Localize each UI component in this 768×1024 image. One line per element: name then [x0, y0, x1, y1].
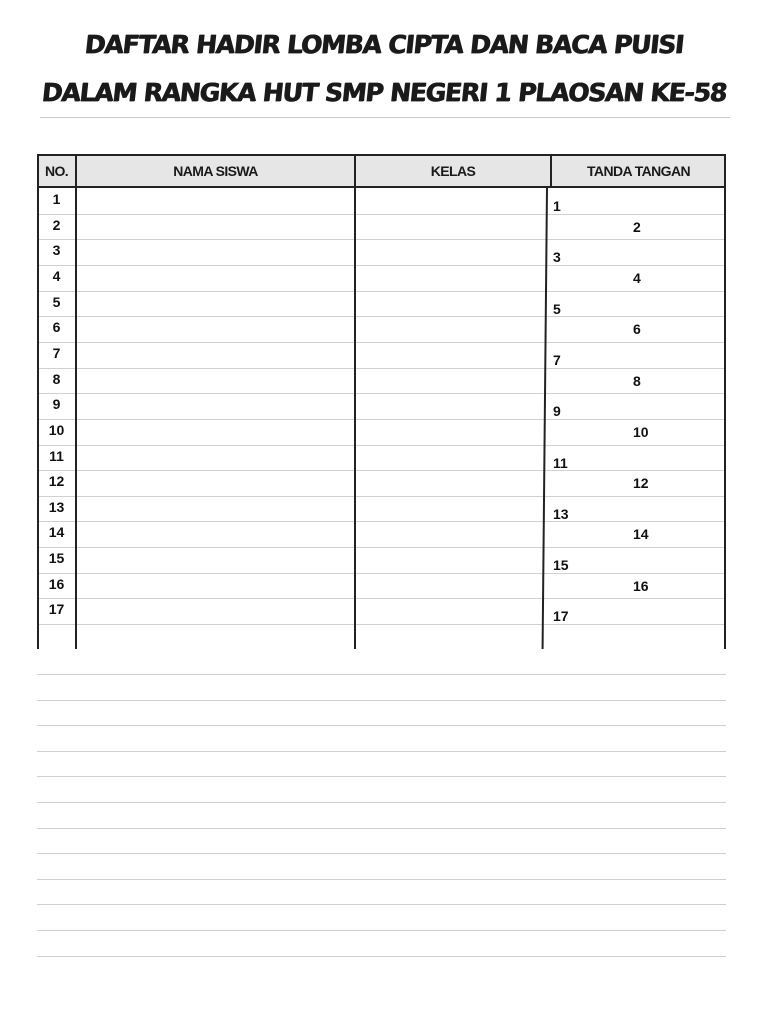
row-divider	[37, 316, 726, 317]
signature-number: 6	[633, 321, 641, 338]
title-line-1: DAFTAR HADIR LOMBA CIPTA DAN BACA PUISI	[83, 30, 685, 59]
row-number: 15	[48, 550, 65, 567]
row-divider	[37, 368, 726, 369]
ruled-line	[37, 751, 726, 752]
row-number: 16	[48, 575, 65, 592]
ruled-line	[37, 828, 726, 829]
row-divider	[37, 393, 726, 394]
signature-number: 2	[633, 218, 641, 235]
row-divider	[37, 496, 726, 497]
row-number: 4	[52, 267, 61, 284]
ruled-line	[37, 956, 726, 957]
ruled-line	[37, 802, 726, 803]
row-divider	[37, 598, 726, 599]
signature-number: 1	[553, 198, 561, 214]
signature-number: 7	[553, 351, 561, 368]
row-number: 14	[48, 524, 65, 541]
row-divider	[37, 342, 726, 343]
row-divider	[37, 239, 726, 240]
signature-number: 16	[633, 577, 649, 594]
attendance-table	[37, 154, 726, 649]
ruled-line	[37, 674, 726, 675]
row-number: 9	[52, 396, 61, 413]
column-divider	[724, 154, 726, 649]
row-number: 2	[52, 216, 61, 233]
header-nama-siswa: NAMA SISWA	[173, 163, 258, 179]
ruled-line	[37, 853, 726, 854]
column-divider	[354, 154, 356, 649]
column-divider	[75, 154, 77, 649]
header-kelas: KELAS	[430, 163, 476, 179]
row-divider	[37, 445, 726, 446]
header-no: NO.	[44, 163, 69, 179]
signature-number: 10	[633, 423, 649, 440]
ruled-line	[37, 776, 726, 777]
row-number: 17	[48, 601, 65, 618]
row-number: 3	[52, 242, 61, 259]
row-number: 12	[48, 473, 65, 490]
row-number: 11	[49, 447, 64, 464]
signature-number: 4	[633, 269, 641, 286]
row-number: 8	[52, 370, 61, 387]
row-divider	[37, 291, 726, 292]
row-number: 7	[52, 344, 61, 361]
signature-number: 3	[553, 249, 561, 266]
table-header	[37, 154, 726, 188]
row-divider	[37, 521, 726, 522]
title-line-2: DALAM RANGKA HUT SMP NEGERI 1 PLAOSAN KE-58	[40, 78, 728, 107]
signature-number: 8	[633, 372, 641, 389]
signature-number: 17	[553, 608, 569, 625]
ruled-line	[37, 879, 726, 880]
ruled-line	[37, 725, 726, 726]
signature-number: 13	[553, 505, 569, 522]
ruled-line	[37, 904, 726, 905]
row-divider	[37, 419, 726, 420]
title-divider	[40, 117, 730, 118]
row-number: 6	[52, 319, 61, 336]
row-divider	[37, 573, 726, 574]
signature-number: 11	[553, 454, 568, 471]
column-divider	[37, 154, 39, 649]
signature-number: 12	[633, 475, 649, 492]
row-divider	[37, 547, 726, 548]
row-divider	[37, 624, 726, 625]
signature-number: 9	[553, 403, 561, 420]
row-divider	[37, 265, 726, 266]
row-number: 1	[52, 191, 61, 207]
signature-number: 5	[553, 300, 561, 317]
ruled-line	[37, 700, 726, 701]
signature-number: 15	[553, 557, 569, 574]
column-divider	[550, 154, 552, 188]
signature-number: 14	[633, 526, 649, 543]
row-number: 10	[48, 421, 65, 438]
row-divider	[37, 214, 726, 215]
row-number: 5	[52, 293, 61, 310]
row-divider	[37, 470, 726, 471]
row-number: 13	[48, 498, 65, 515]
header-tanda-tangan: TANDA TANGAN	[587, 163, 690, 179]
ruled-line	[37, 930, 726, 931]
